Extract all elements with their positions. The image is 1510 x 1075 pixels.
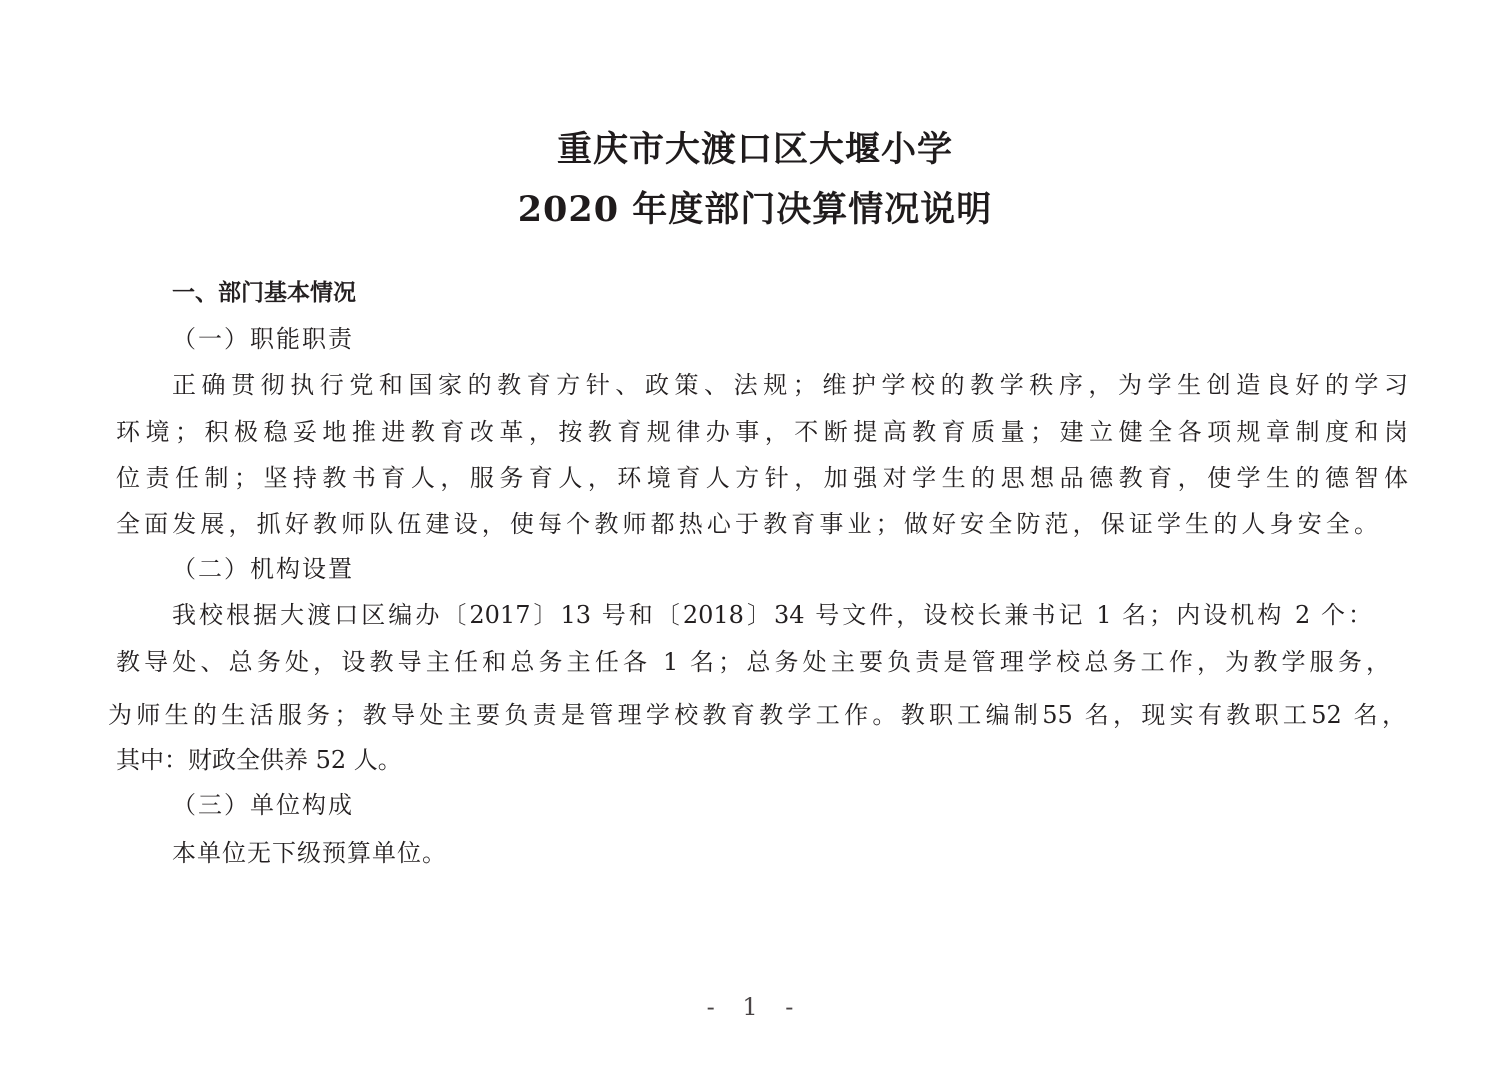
- document-title-line-1: 重庆市大渡口区大堰小学: [556, 129, 953, 170]
- section-heading-basic-info: 一、部门基本情况: [172, 280, 356, 306]
- organization-paragraph-line-2: 教导处、总务处，设教导主任和总务主任各 1 名；总务处主要负责是管理学校总务工作，为教学服务，: [116, 648, 1390, 676]
- duties-paragraph-line-1: 正确贯彻执行党和国家的教育方针、政策、法规；维护学校的教学秩序，为学生创造良好的学习: [172, 371, 1408, 399]
- document-title-line-2: 2020 年度部门决算情况说明: [517, 189, 993, 230]
- duties-paragraph-line-3: 位责任制；坚持教书育人，服务育人，环境育人方针，加强对学生的思想品德教育，使学生的德智体: [116, 464, 1408, 492]
- duties-paragraph-line-2: 环境；积极稳妥地推进教育改革，按教育规律办事，不断提高教育质量；建立健全各项规章制度和岗: [116, 418, 1408, 446]
- composition-paragraph-line-1: 本单位无下级预算单位。: [172, 839, 447, 867]
- organization-paragraph-line-1: 我校根据大渡口区编办〔2017〕13 号和〔2018〕34 号文件，设校长兼书记 1 名；内设机构 2 个：: [172, 601, 1372, 629]
- subsection-heading-duties: （一）职能职责: [172, 325, 354, 353]
- organization-paragraph-line-4: 其中：财政全供养 52 人。: [116, 746, 402, 774]
- subsection-heading-composition: （三）单位构成: [172, 791, 354, 819]
- organization-paragraph-line-3: 为师生的生活服务；教导处主要负责是管理学校教育教学工作。教职工编制55 名，现实有教职工52 名，: [108, 701, 1406, 729]
- subsection-heading-organization: （二）机构设置: [172, 555, 354, 583]
- page-number: - 1 -: [706, 993, 804, 1021]
- duties-paragraph-line-4: 全面发展，抓好教师队伍建设，使每个教师都热心于教育事业；做好安全防范，保证学生的人身安全。: [116, 510, 1378, 538]
